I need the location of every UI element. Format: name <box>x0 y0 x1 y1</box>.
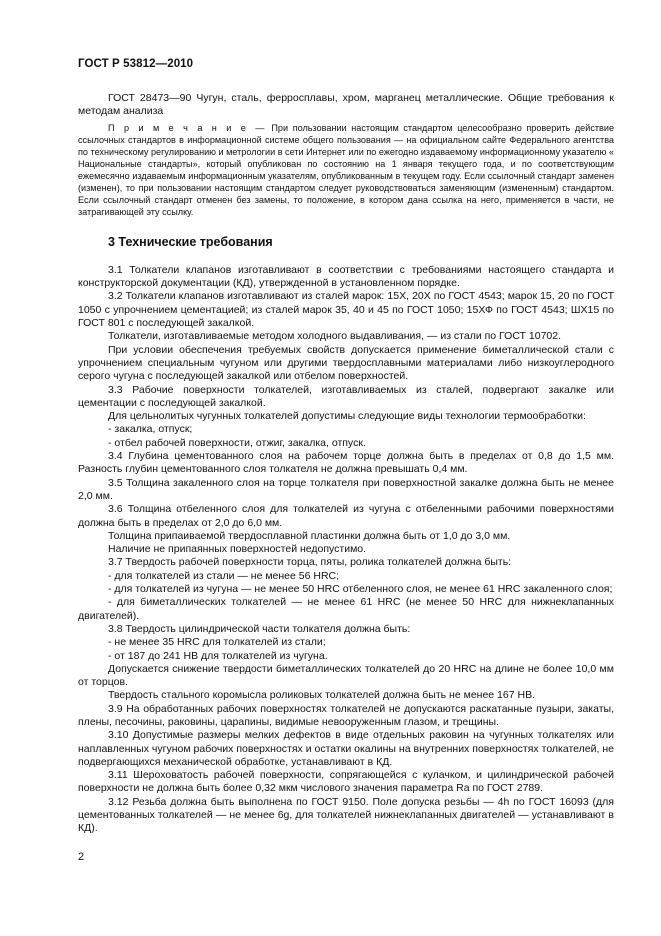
list-item: - для толкателей из стали — не менее 56 HRC; <box>108 569 340 582</box>
para-3-4: 3.4 Глубина цементованного слоя на рабочем торце должна быть в пределах от 0,8 до 1,5 мм. Разность глубин цементованного слоя толкателя не должна превышать 0,4 мм. <box>78 450 614 476</box>
para-3-2: 3.2 Толкатели клапанов изготавливают из сталей марок: 15Х, 20Х по ГОСТ 4543; марок 15, 20 по ГОСТ 1050 с упрочнением цементацией; из сталей марок 35, 40 и 45 по ГОСТ 1050; 15ХФ по ГОСТ 4543; ШХ15 по ГОСТ 801 с последующей закалкой. <box>78 290 614 330</box>
para-3-3: 3.3 Рабочие поверхности толкателей, изготавливаемых из сталей, подвергают закалке или цементации с последующей закалкой. <box>78 383 614 409</box>
note-paragraph <box>78 122 614 218</box>
para-plate-thickness: Толщина припаиваемой твердосплавной пластинки должна быть от 1,0 до 3,0 мм. <box>108 529 511 542</box>
section-heading: 3 Технические требования <box>108 234 273 249</box>
list-item: - закалка, отпуск; <box>108 423 193 436</box>
para-3-7: 3.7 Твердость рабочей поверхности торца, пяты, ролика толкателей должна быть: <box>108 556 512 569</box>
note-lead: П р и м е ч а н и е — <box>108 122 267 133</box>
note-text: При пользовании настоящим стандартом целесообразно проверить действие ссылочных стандартов в информационной системе общего пользования — на официальном сайте Федерального агентства по техническому регулированию и метрологии в сети Интернет или по ежегодно издаваемому информационному указателю « Национальные стандарты», который опубликован по состоянию на 1 января текущего года, и по соответствующим ежемесячно издаваемым информационным указателям, опубликованным в текущем году. Если ссылочный стандарт заменен (изменен), то при пользовании настоящим стандартом следует руководствоваться заменяющим (измененным) стандартом. Если ссылочный стандарт отменен без замены, то положение, в котором дана ссылка на него, применяется в части, не затрагивающей эту ссылку. <box>78 122 614 217</box>
list-item: - для толкателей из чугуна — не менее 50 HRC отбеленного слоя, не менее 61 HRC закаленного слоя; <box>108 583 613 596</box>
page-number: 2 <box>78 851 85 863</box>
para-3-5: 3.5 Толщина закаленного слоя на торце толкателя при поверхностной закалке должна быть не менее 2,0 мм. <box>78 476 614 502</box>
reference-gost-28473: ГОСТ 28473—90 Чугун, сталь, ферросплавы, хром, марганец металлические. Общие требования к методам анализа <box>78 92 614 118</box>
page-body <box>78 92 614 836</box>
para-3-10: 3.10 Допустимые размеры мелких дефектов в виде отдельных раковин на чугунных толкателях или наплавленных чугуном рабочих поверхностях и остатки окалины на внутренних поверхностях толкателей, не подвергающихся механической обработке, устанавливают в КД. <box>78 729 614 768</box>
para-3-1: 3.1 Толкатели клапанов изготавливают в соответствии с требованиями настоящего стандарта и конструкторской документации (КД), утвержденной в установленном порядке. <box>78 263 614 290</box>
list-item: - от 187 до 241 НВ для толкателей из чугуна. <box>108 649 328 662</box>
para-rocker-hardness: Твердость стального коромысла роликовых толкателей должна быть не менее 167 НВ. <box>108 689 535 702</box>
para-cold-extrusion: Толкатели, изготавливаемые методом холодного выдавливания, — из стали по ГОСТ 10702. <box>108 330 562 343</box>
para-no-unsoldered: Наличие не припаянных поверхностей недопустимо. <box>108 543 367 556</box>
list-item: - для биметаллических толкателей — не менее 61 HRC (не менее 50 HRC для нижнеклапанных двигателей). <box>78 596 614 622</box>
list-item: - отбел рабочей поверхности, отжиг, закалка, отпуск. <box>108 436 366 449</box>
para-bimetal: При условии обеспечения требуемых свойств допускается применение биметаллической стали с упрочнением специальным чугуном или другими твердосплавными материалами либо низкоуглеродного серого чугуна с последующей закалкой или отбелом поверхностей. <box>78 343 614 383</box>
para-3-12: 3.12 Резьба должна быть выполнена по ГОСТ 9150. Поле допуска резьбы — 4h по ГОСТ 16093 (для цементованных толкателей — не менее 6g, для толкателей нижнеклапанных двигателей — устанавливают в КД). <box>78 795 614 835</box>
para-3-11: 3.11 Шероховатость рабочей поверхности, сопрягающейся с кулачком, и цилиндрической рабочей поверхности не должна быть более 0,32 мкм числового значения параметра Ra по ГОСТ 2789. <box>78 769 614 795</box>
para-3-9: 3.9 На обработанных рабочих поверхностях толкателей не допускаются раскатанные пузыри, закаты, плены, песочины, раковины, царапины, видимые невооруженным глазом, и трещины. <box>78 702 614 728</box>
para-3-8: 3.8 Твердость цилиндрической части толкателя должна быть: <box>108 622 411 635</box>
list-item: - не менее 35 HRC для толкателей из стали; <box>108 636 326 649</box>
para-hardness-reduction: Допускается снижение твердости биметаллических толкателей до 20 HRC на длине не более 10,0 мм от торцов. <box>78 662 614 689</box>
running-header: ГОСТ Р 53812—2010 <box>78 58 194 70</box>
para-cast-iron-heat: Для цельнолитых чугунных толкателей допустимы следующие виды технологии термообработки: <box>108 410 586 423</box>
para-3-6: 3.6 Толщина отбеленного слоя для толкателей из чугуна с отбеленными рабочими поверхностями должна быть в пределах от 2,0 до 6,0 мм. <box>78 503 614 529</box>
